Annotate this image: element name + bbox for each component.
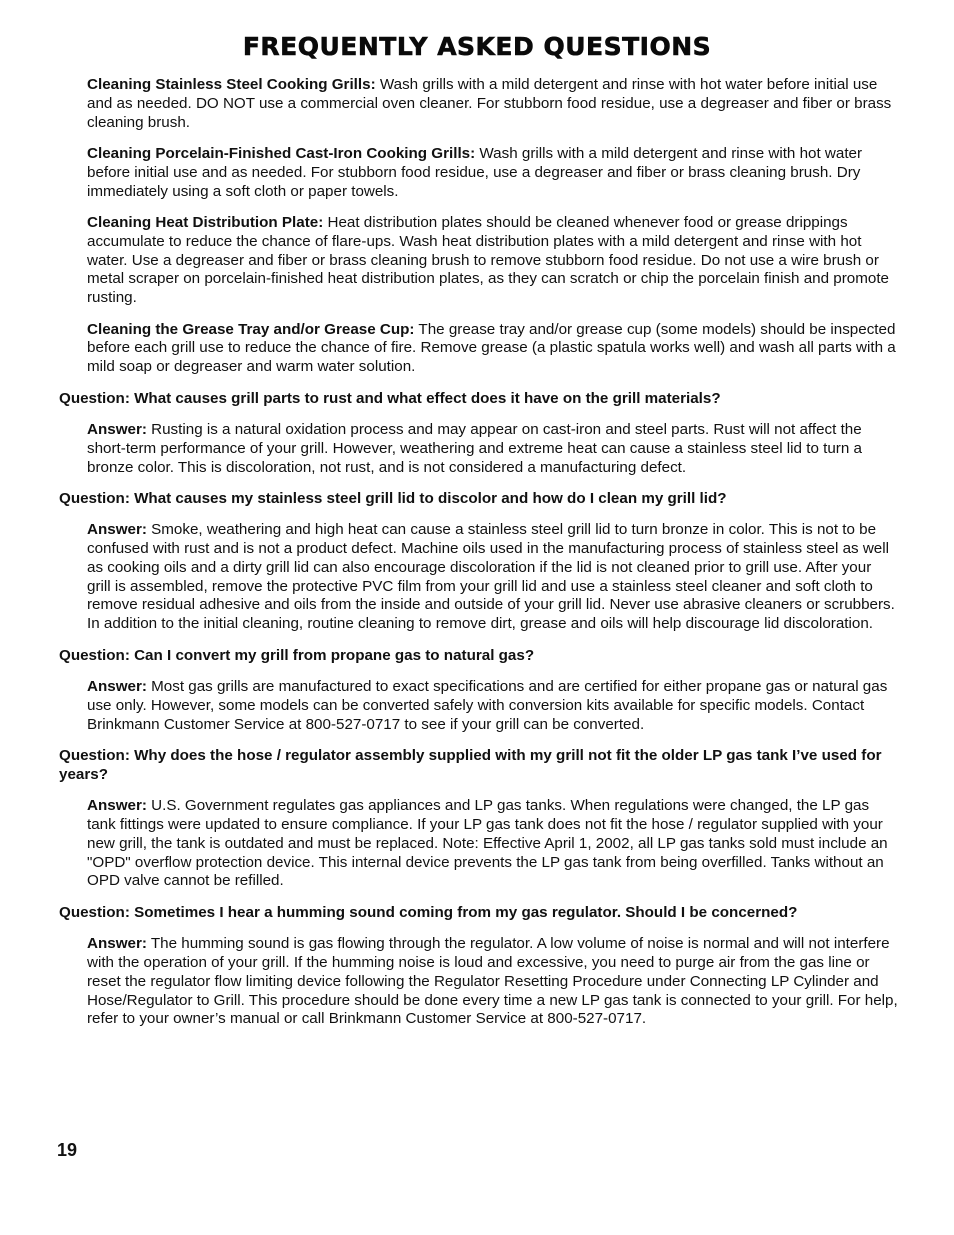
answer-text: Rusting is a natural oxidation process and may appear on cast-iron and steel parts. Rust will not affect the short-term performance of your grill. However, weathering and extreme heat can cause a stainless steel lid to turn a bronze color. This is discoloration, not rust, and is not considered a manufacturing defect. <box>87 420 862 476</box>
cleaning-text: Wash grills with a mild detergent and rinse with hot water before initial use and as needed. For stubborn food residue, use a degreaser and fiber or brass cleaning brush. Dry immediately using a soft cloth or paper towels. <box>87 144 863 200</box>
faq-question-convert-gas: Question: Can I convert my grill from propane gas to natural gas? <box>59 646 535 664</box>
answer-text: Most gas grills are manufactured to exact specifications and are certified for either propane gas or natural gas use only. However, some models can be converted safely with conversion kits available for specific models. Contact Brinkmann Customer Service at 800-527-0717 to see if your grill can be converted. <box>87 678 888 733</box>
cleaning-label: Cleaning the Grease Tray and/or Grease Cup: <box>87 320 415 338</box>
cleaning-text: Wash grills with a mild detergent and rinse with hot water before initial use and as needed. DO NOT use a commercial oven cleaner. For stubborn food residue, use a degreaser and fiber or brass cleaning brush. <box>87 76 892 131</box>
page-title: FREQUENTLY ASKED QUESTIONS <box>242 32 712 61</box>
faq-content <box>59 76 899 1042</box>
answer-label: Answer: <box>87 420 147 438</box>
cleaning-heat-plate-paragraph <box>87 214 899 308</box>
cleaning-text: The grease tray and/or grease cup (some models) should be inspected before each grill use to reduce the chance of fire. Remove grease (a plastic spatula works well) and wash all parts with a mild soap or degreaser and warm water solution. <box>87 320 896 376</box>
cleaning-label: Cleaning Heat Distribution Plate: <box>87 213 324 231</box>
answer-label: Answer: <box>87 521 147 539</box>
faq-answer-rust <box>87 421 899 477</box>
answer-label: Answer: <box>87 797 147 815</box>
answer-label: Answer: <box>87 678 147 696</box>
faq-question-hose-regulator: Question: Why does the hose / regulator assembly supplied with my grill not fit the older LP gas tank I’ve used for years? <box>59 747 882 783</box>
page-number: 19 <box>57 1140 78 1160</box>
answer-text: Smoke, weathering and high heat can cause a stainless steel grill lid to turn bronze in color. This is not to be confused with rust and is not a product defect. Machine oils used in the manufacturing process of stainless steel as well as cooking oils and a dirty grill lid can also encourage discoloration if the lid is not cleaned prior to grill use. After your grill is assembled, remove the protective PVC film from your grill lid and use a stainless steel cleaner and soft cloth to remove residual adhesive and oils from the inside and outside of your grill lid. Never use abrasive cleaners or scrubbers. In addition to the initial cleaning, routine cleaning to remove dirt, grease and oils will help discourage lid discoloration. <box>87 521 895 633</box>
answer-text: The humming sound is gas flowing through the regulator. A low volume of noise is normal and will not interfere with the operation of your grill. If the humming noise is loud and excessive, you need to purge air from the gas line or reset the regulator flow limiting device following the Regulator Resetting Procedure under Connecting LP Cylinder and Hose/Regulator to Grill. This procedure should be done every time a new LP gas tank is connected to your grill. For help, refer to your owner’s manual or call Brinkmann Customer Service at 800-527-0717. <box>87 935 898 1028</box>
faq-question-lid-discolor: Question: What causes my stainless steel grill lid to discolor and how do I clean my grill lid? <box>59 489 727 507</box>
cleaning-porcelain-grills-paragraph <box>87 145 899 201</box>
cleaning-stainless-grills-paragraph <box>87 76 899 132</box>
faq-question-rust: Question: What causes grill parts to rust and what effect does it have on the grill materials? <box>59 389 721 407</box>
answer-text: U.S. Government regulates gas appliances and LP gas tanks. When regulations were changed, the LP gas tank fittings were updated to ensure compliance. If your LP gas tank does not fit the hose / regulator supplied with your new grill, the tank is outdated and must be replaced. Note: Effective April 1, 2002, all LP gas tanks sold must include an "OPD" overflow protection device. This internal device prevents the LP gas tank from being overfilled. Tanks without an OPD valve cannot be refilled. <box>87 797 888 890</box>
cleaning-text: Heat distribution plates should be cleaned whenever food or grease drippings accumulate to reduce the chance of flare-ups. Wash heat distribution plates with a mild detergent and rinse with hot water. Use a degreaser and fiber or brass cleaning brush to remove stubborn food residue. Do not use a wire brush or metal scraper on porcelain-finished heat distribution plates, as they can scratch or chip the porcelain finish and promote rusting. <box>87 213 890 307</box>
cleaning-label: Cleaning Stainless Steel Cooking Grills: <box>87 76 376 93</box>
faq-answer-hose-regulator <box>87 797 899 891</box>
cleaning-grease-tray-paragraph <box>87 321 899 377</box>
faq-question-humming: Question: Sometimes I hear a humming sound coming from my gas regulator. Should I be concerned? <box>59 903 798 921</box>
faq-answer-humming <box>87 935 899 1029</box>
answer-label: Answer: <box>87 935 147 953</box>
faq-answer-lid-discolor <box>87 521 899 634</box>
faq-answer-convert-gas <box>87 678 899 734</box>
cleaning-label: Cleaning Porcelain-Finished Cast-Iron Cooking Grills: <box>87 144 476 162</box>
